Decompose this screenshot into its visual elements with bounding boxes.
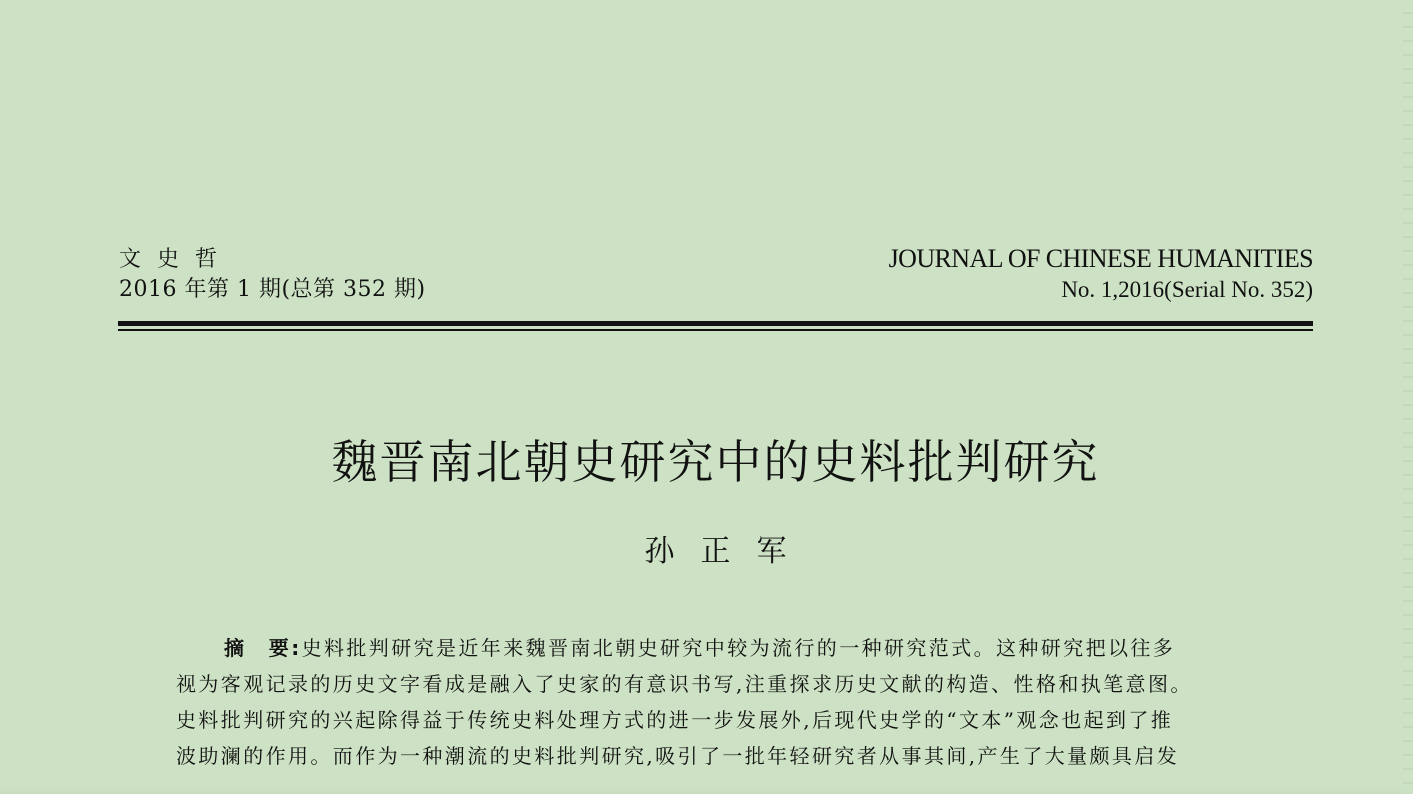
abstract-label: 摘 要: (224, 636, 302, 660)
header-rule-thick (118, 321, 1313, 326)
journal-name-cn: 文史哲 (119, 247, 234, 272)
journal-header-right (753, 244, 1313, 306)
article-author: 孙正军 (644, 534, 813, 569)
article-title: 魏晋南北朝史研究中的史料批判研究 (331, 435, 1100, 489)
issue-info-en: No. 1,2016(Serial No. 352) (1061, 277, 1313, 302)
abstract-line: 史料批判研究的兴起除得益于传统史料处理方式的进一步发展外,后现代史学的“文本”观念也起到了推 (176, 708, 1174, 732)
journal-header-left (119, 246, 539, 304)
abstract-line: 视为客观记录的历史文字看成是融入了史家的有意识书写,注重探求历史文献的构造、性格和执笔意图。 (176, 672, 1193, 696)
abstract-block (176, 630, 1256, 774)
abstract-line: 波助澜的作用。而作为一种潮流的史料批判研究,吸引了一批年轻研究者从事其间,产生了大量颇具启发 (176, 744, 1180, 768)
journal-name-en: JOURNAL OF CHINESE HUMANITIES (888, 244, 1313, 273)
abstract-line (176, 630, 1256, 666)
header-rule-thin (118, 329, 1313, 331)
issue-info-cn: 2016 年第 1 期(总第 352 期) (119, 277, 426, 302)
scrollbar-track[interactable] (1403, 0, 1413, 794)
page-bottom-edge (0, 786, 1413, 794)
abstract-text: 史料批判研究是近年来魏晋南北朝史研究中较为流行的一种研究范式。这种研究把以往多 (301, 636, 1176, 660)
